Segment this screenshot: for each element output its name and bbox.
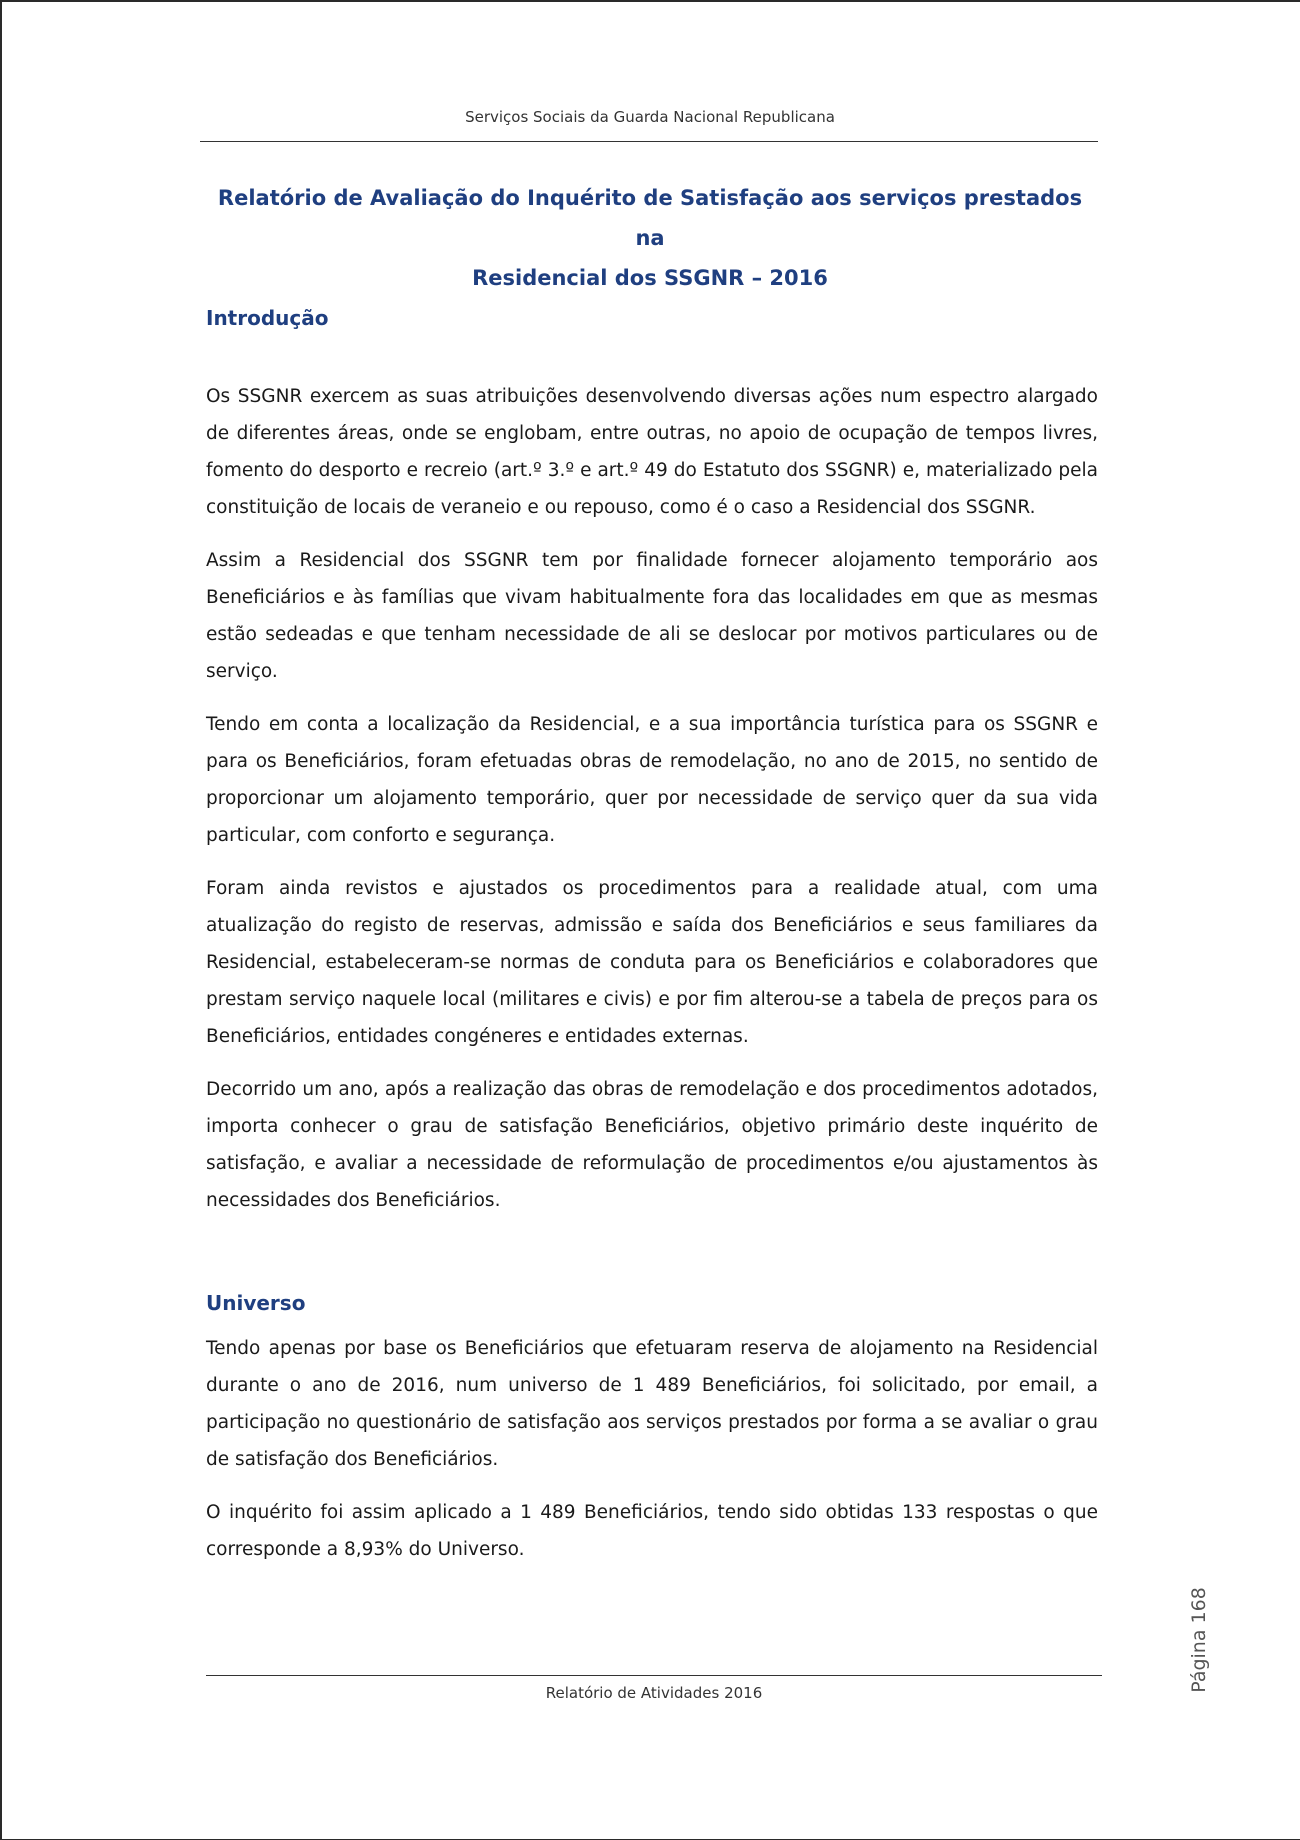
page-number-label: Página 168: [1188, 1587, 1210, 1693]
section-body-universo: [206, 1330, 1098, 1584]
paragraph: Tendo em conta a localização da Residencial, e a sua importância turística para os SSGNR e para os Beneficiários, foram efetuadas obras de remodelação, no ano de 2015, no sentido de proporcionar um alojamento temporário, quer por necessidade de serviço quer da sua vida particular, com conforto e segurança.: [206, 714, 1098, 846]
document-title: [200, 178, 1100, 298]
section-body-introducao: [206, 378, 1098, 1235]
paragraph: Foram ainda revistos e ajustados os procedimentos para a realidade atual, com uma atualização do registo de reservas, admissão e saída dos Beneficiários e seus familiares da Residencial, estabeleceram-se normas de conduta para os Beneficiários e colaboradores que prestam serviço naquele local (militares e civis) e por fim alterou-se a tabela de preços para os Beneficiários, entidades congéneres e entidades externas.: [206, 878, 1098, 1047]
document-title-line-1: Relatório de Avaliação do Inquérito de Satisfação aos serviços prestados na: [217, 186, 1083, 250]
page-number: [1174, 1580, 1224, 1700]
paragraph: O inquérito foi assim aplicado a 1 489 Beneficiários, tendo sido obtidas 133 respostas o que corresponde a 8,93% do Universo.: [206, 1502, 1098, 1560]
paragraph: Os SSGNR exercem as suas atribuições desenvolvendo diversas ações num espectro alargado de diferentes áreas, onde se englobam, entre outras, no apoio de ocupação de tempos livres, fomento do desporto e recreio (art.º 3.º e art.º 49 do Estatuto dos SSGNR) e, materializado pela constituição de locais de veraneio e ou repouso, como é o caso a Residencial dos SSGNR.: [206, 386, 1098, 518]
header-divider: [200, 141, 1098, 142]
running-footer: Relatório de Atividades 2016: [545, 1684, 763, 1702]
paragraph: Tendo apenas por base os Beneficiários que efetuaram reserva de alojamento na Residencial durante o ano de 2016, num universo de 1 489 Beneficiários, foi solicitado, por email, a participação no questionário de satisfação aos serviços prestados por forma a se avaliar o grau de satisfação dos Beneficiários.: [206, 1338, 1098, 1470]
running-header: Serviços Sociais da Guarda Nacional Republicana: [465, 108, 835, 126]
document-title-line-2: Residencial dos SSGNR – 2016: [472, 266, 828, 290]
section-heading-introducao: Introdução: [206, 306, 329, 330]
footer-divider: [206, 1675, 1102, 1676]
section-heading-universo: Universo: [206, 1291, 306, 1315]
paragraph: Decorrido um ano, após a realização das obras de remodelação e dos procedimentos adotados, importa conhecer o grau de satisfação Beneficiários, objetivo primário deste inquérito de satisfação, e avaliar a necessidade de reformulação de procedimentos e/ou ajustamentos às necessidades dos Beneficiários.: [206, 1079, 1098, 1211]
paragraph: Assim a Residencial dos SSGNR tem por finalidade fornecer alojamento temporário aos Beneficiários e às famílias que vivam habitualmente fora das localidades em que as mesmas estão sedeadas e que tenham necessidade de ali se deslocar por motivos particulares ou de serviço.: [206, 550, 1098, 682]
